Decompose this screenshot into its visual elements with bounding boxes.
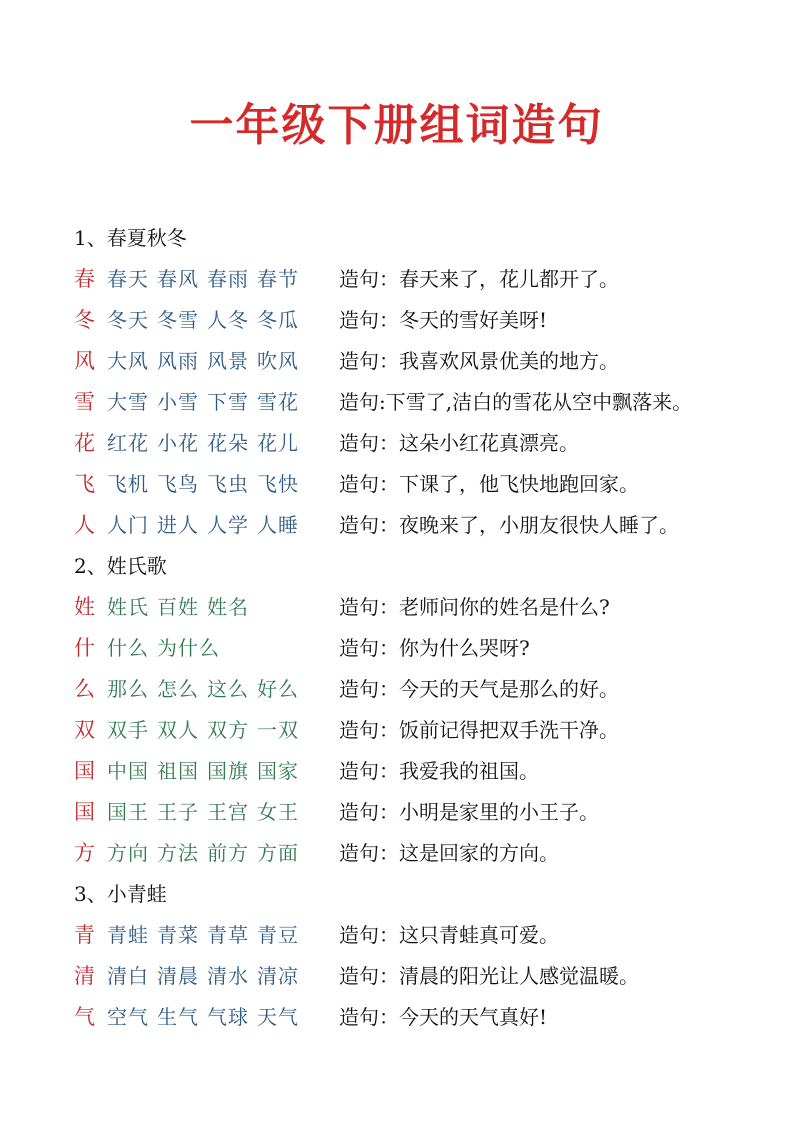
example-sentence: 造句：我爱我的祖国。 xyxy=(339,759,539,783)
word: 方向 xyxy=(107,841,149,865)
example-sentence: 造句：今天的天气真好! xyxy=(339,1005,548,1029)
word: 风景 xyxy=(207,349,249,373)
word: 双人 xyxy=(157,718,199,742)
content xyxy=(74,218,774,1038)
list-item xyxy=(74,628,774,669)
word: 吹风 xyxy=(257,349,299,373)
list-item xyxy=(74,464,774,505)
word-group xyxy=(107,710,307,751)
word: 中国 xyxy=(107,759,149,783)
word-group xyxy=(107,341,307,382)
word: 气球 xyxy=(207,1005,249,1029)
example-sentence: 造句：清晨的阳光让人感觉温暖。 xyxy=(339,964,639,988)
word-group xyxy=(107,669,307,710)
word: 下雪 xyxy=(207,390,249,414)
key-character: 冬 xyxy=(74,308,95,332)
word: 飞虫 xyxy=(207,472,249,496)
word: 清白 xyxy=(107,964,149,988)
word: 国旗 xyxy=(207,759,249,783)
word-group xyxy=(107,505,307,546)
word: 百姓 xyxy=(157,595,199,619)
list-item xyxy=(74,833,774,874)
key-character: 风 xyxy=(74,349,95,373)
word: 小雪 xyxy=(157,390,199,414)
word: 风雨 xyxy=(157,349,199,373)
key-character: 国 xyxy=(74,800,95,824)
key-character: 春 xyxy=(74,267,95,291)
key-character: 么 xyxy=(74,677,95,701)
word: 祖国 xyxy=(157,759,199,783)
word: 清凉 xyxy=(257,964,299,988)
list-item xyxy=(74,382,774,423)
example-sentence: 造句：你为什么哭呀? xyxy=(339,636,530,660)
list-item xyxy=(74,915,774,956)
word: 冬雪 xyxy=(157,308,199,332)
word: 小花 xyxy=(157,431,199,455)
word-group xyxy=(107,587,257,628)
word: 花儿 xyxy=(257,431,299,455)
word: 什么 xyxy=(107,636,149,660)
key-character: 什 xyxy=(74,636,95,660)
word: 人学 xyxy=(207,513,249,537)
word-group xyxy=(107,997,307,1038)
word-group xyxy=(107,792,307,833)
word: 冬瓜 xyxy=(257,308,299,332)
word: 姓名 xyxy=(207,595,249,619)
word: 生气 xyxy=(157,1005,199,1029)
list-item xyxy=(74,792,774,833)
word: 一双 xyxy=(257,718,299,742)
key-character: 双 xyxy=(74,718,95,742)
key-character: 人 xyxy=(74,513,95,537)
word: 清晨 xyxy=(157,964,199,988)
word: 怎么 xyxy=(157,677,199,701)
word: 王子 xyxy=(157,800,199,824)
page-title: 一年级下册组词造句 xyxy=(189,100,604,151)
word: 红花 xyxy=(107,431,149,455)
list-item xyxy=(74,300,774,341)
section-heading: 2、姓氏歌 xyxy=(74,554,167,578)
section-heading: 1、春夏秋冬 xyxy=(74,226,187,250)
key-character: 飞 xyxy=(74,472,95,496)
word: 春雨 xyxy=(207,267,249,291)
example-sentence: 造句：饭前记得把双手洗干净。 xyxy=(339,718,619,742)
word: 国家 xyxy=(257,759,299,783)
word: 春节 xyxy=(257,267,299,291)
list-item xyxy=(74,751,774,792)
key-character: 方 xyxy=(74,841,95,865)
word: 青豆 xyxy=(257,923,299,947)
word: 人睡 xyxy=(257,513,299,537)
list-item xyxy=(74,341,774,382)
key-character: 青 xyxy=(74,923,95,947)
example-sentence: 造句：我喜欢风景优美的地方。 xyxy=(339,349,619,373)
list-item xyxy=(74,505,774,546)
word: 人门 xyxy=(107,513,149,537)
word: 方面 xyxy=(257,841,299,865)
word: 春天 xyxy=(107,267,149,291)
word: 双方 xyxy=(207,718,249,742)
word: 飞鸟 xyxy=(157,472,199,496)
key-character: 雪 xyxy=(74,390,95,414)
word: 那么 xyxy=(107,677,149,701)
section-heading: 3、小青蛙 xyxy=(74,882,167,906)
word: 为什么 xyxy=(157,636,220,660)
example-sentence: 造句：今天的天气是那么的好。 xyxy=(339,677,619,701)
list-item xyxy=(74,423,774,464)
word: 冬天 xyxy=(107,308,149,332)
word: 大雪 xyxy=(107,390,149,414)
word: 进人 xyxy=(157,513,199,537)
example-sentence: 造句:下雪了,洁白的雪花从空中飘落来。 xyxy=(339,390,693,414)
word-group xyxy=(107,300,307,341)
key-character: 姓 xyxy=(74,595,95,619)
example-sentence: 造句：冬天的雪好美呀! xyxy=(339,308,548,332)
list-item xyxy=(74,710,774,751)
word: 天气 xyxy=(257,1005,299,1029)
word: 青蛙 xyxy=(107,923,149,947)
example-sentence: 造句：这朵小红花真漂亮。 xyxy=(339,431,579,455)
list-item xyxy=(74,997,774,1038)
word-group xyxy=(107,628,228,669)
word: 春风 xyxy=(157,267,199,291)
word: 好么 xyxy=(257,677,299,701)
word: 方法 xyxy=(157,841,199,865)
word: 前方 xyxy=(207,841,249,865)
example-sentence: 造句：老师问你的姓名是什么? xyxy=(339,595,610,619)
word-group xyxy=(107,751,307,792)
word: 飞机 xyxy=(107,472,149,496)
word: 清水 xyxy=(207,964,249,988)
list-item xyxy=(74,259,774,300)
word-group xyxy=(107,464,307,505)
word: 王宫 xyxy=(207,800,249,824)
word: 青菜 xyxy=(157,923,199,947)
word-group xyxy=(107,382,307,423)
word-group xyxy=(107,833,307,874)
word: 女王 xyxy=(257,800,299,824)
word: 国王 xyxy=(107,800,149,824)
word: 双手 xyxy=(107,718,149,742)
word: 这么 xyxy=(207,677,249,701)
word: 雪花 xyxy=(257,390,299,414)
example-sentence: 造句：小明是家里的小王子。 xyxy=(339,800,599,824)
word: 青草 xyxy=(207,923,249,947)
example-sentence: 造句：下课了，他飞快地跑回家。 xyxy=(339,472,639,496)
word: 大风 xyxy=(107,349,149,373)
word-group xyxy=(107,423,307,464)
key-character: 气 xyxy=(74,1005,95,1029)
example-sentence: 造句：这只青蛙真可爱。 xyxy=(339,923,559,947)
word-group xyxy=(107,915,307,956)
example-sentence: 造句：夜晚来了，小朋友很快人睡了。 xyxy=(339,513,679,537)
word: 飞快 xyxy=(257,472,299,496)
example-sentence: 造句：春天来了，花儿都开了。 xyxy=(339,267,619,291)
key-character: 国 xyxy=(74,759,95,783)
word-group xyxy=(107,259,307,300)
key-character: 清 xyxy=(74,964,95,988)
list-item xyxy=(74,956,774,997)
list-item xyxy=(74,669,774,710)
word: 姓氏 xyxy=(107,595,149,619)
key-character: 花 xyxy=(74,431,95,455)
word: 花朵 xyxy=(207,431,249,455)
word: 空气 xyxy=(107,1005,149,1029)
word-group xyxy=(107,956,307,997)
list-item xyxy=(74,587,774,628)
word: 人冬 xyxy=(207,308,249,332)
example-sentence: 造句：这是回家的方向。 xyxy=(339,841,559,865)
